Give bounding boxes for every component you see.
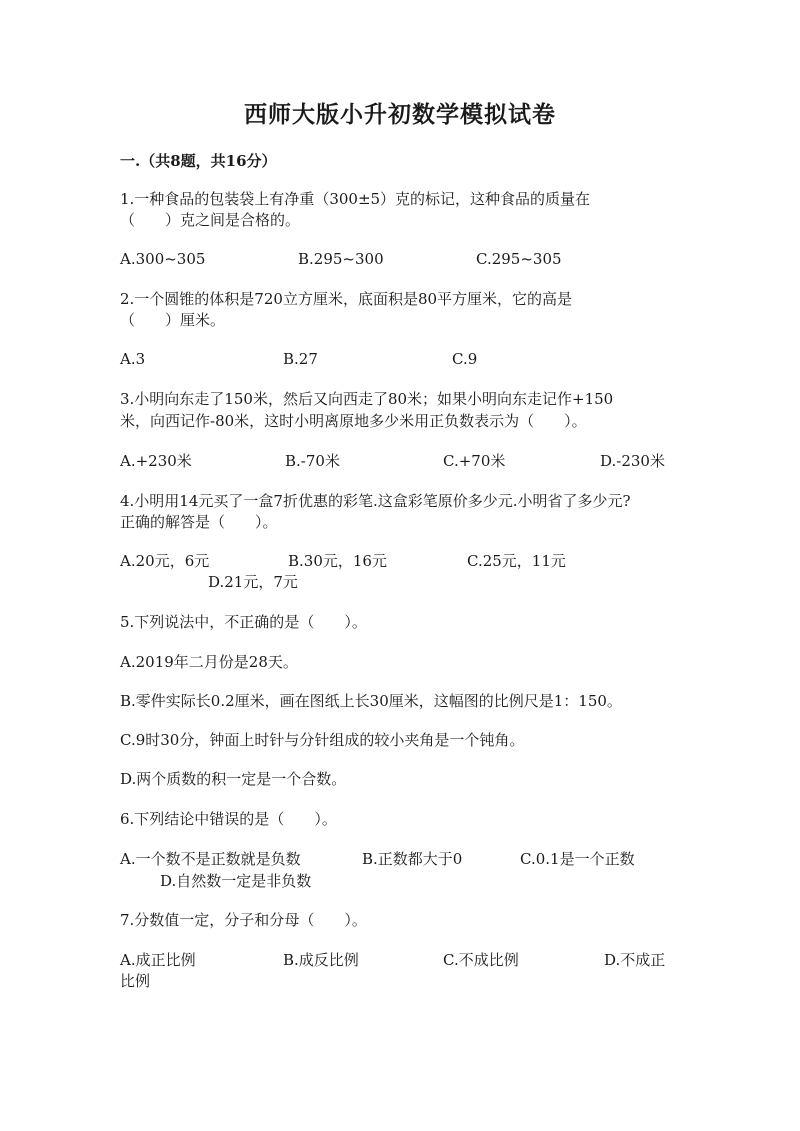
- question-3-option-c: C.+70米: [443, 452, 506, 470]
- question-2-stem-line-1: 2.一个圆锥的体积是720立方厘米，底面积是80平方厘米，它的高是: [120, 290, 573, 308]
- section-heading: 一.（共8题，共16分）: [120, 152, 277, 170]
- question-7-option-d: D.不成正: [604, 951, 666, 969]
- question-6-option-c: C.0.1是一个正数: [520, 850, 635, 868]
- question-2-option-b: B.27: [283, 350, 318, 368]
- question-1-option-b: B.295~300: [298, 250, 384, 268]
- question-5-option-b: B.零件实际长0.2厘米，画在图纸上长30厘米，这幅图的比例尺是1：150。: [120, 692, 622, 710]
- question-7-option-c: C.不成比例: [443, 951, 519, 969]
- question-2-stem-line-2: （ ）厘米。: [120, 311, 226, 329]
- question-3-option-a: A.+230米: [120, 452, 192, 470]
- question-5-option-c: C.9时30分，钟面上时针与分针组成的较小夹角是一个钝角。: [120, 731, 525, 749]
- question-1-option-a: A.300~305: [120, 250, 206, 268]
- question-4-stem-line-2: 正确的解答是（ ）。: [120, 513, 278, 531]
- question-6-stem: 6.下列结论中错误的是（ ）。: [120, 810, 337, 828]
- question-7-option-a: A.成正比例: [120, 951, 196, 969]
- question-7-option-b: B.成反比例: [283, 951, 359, 969]
- question-3-option-b: B.-70米: [285, 452, 340, 470]
- question-1-stem-line-1: 1.一种食品的包装袋上有净重（300±5）克的标记，这种食品的质量在: [120, 190, 591, 208]
- question-4-stem-line-1: 4.小明用14元买了一盒7折优惠的彩笔.这盒彩笔原价多少元.小明省了多少元?: [120, 492, 631, 510]
- question-4-option-a: A.20元，6元: [120, 552, 210, 570]
- question-4-option-b: B.30元，16元: [288, 552, 387, 570]
- question-2-option-c: C.9: [452, 350, 478, 368]
- question-3-option-d: D.-230米: [600, 452, 665, 470]
- question-5-option-d: D.两个质数的积一定是一个合数。: [120, 770, 347, 788]
- question-7-stem: 7.分数值一定，分子和分母（ ）。: [120, 911, 367, 929]
- question-5-option-a: A.2019年二月份是28天。: [120, 653, 298, 671]
- question-1-option-c: C.295~305: [476, 250, 562, 268]
- question-6-option-a: A.一个数不是正数就是负数: [120, 850, 301, 868]
- question-3-stem-line-2: 米，向西记作-80米，这时小明离原地多少米用正负数表示为（ ）。: [120, 412, 587, 430]
- page-title: 西师大版小升初数学模拟试卷: [244, 101, 556, 128]
- question-4-option-c: C.25元，11元: [467, 552, 566, 570]
- question-7-option-d-continued: 比例: [120, 972, 151, 990]
- question-6-option-b: B.正数都大于0: [362, 850, 463, 868]
- question-5-stem: 5.下列说法中，不正确的是（ ）。: [120, 613, 367, 631]
- question-6-option-d: D.自然数一定是非负数: [160, 872, 312, 890]
- question-4-option-d: D.21元，7元: [208, 573, 298, 591]
- question-2-option-a: A.3: [120, 350, 146, 368]
- question-3-stem-line-1: 3.小明向东走了150米，然后又向西走了80米；如果小明向东走记作+150: [120, 390, 614, 408]
- question-1-stem-line-2: （ ）克之间是合格的。: [120, 211, 301, 229]
